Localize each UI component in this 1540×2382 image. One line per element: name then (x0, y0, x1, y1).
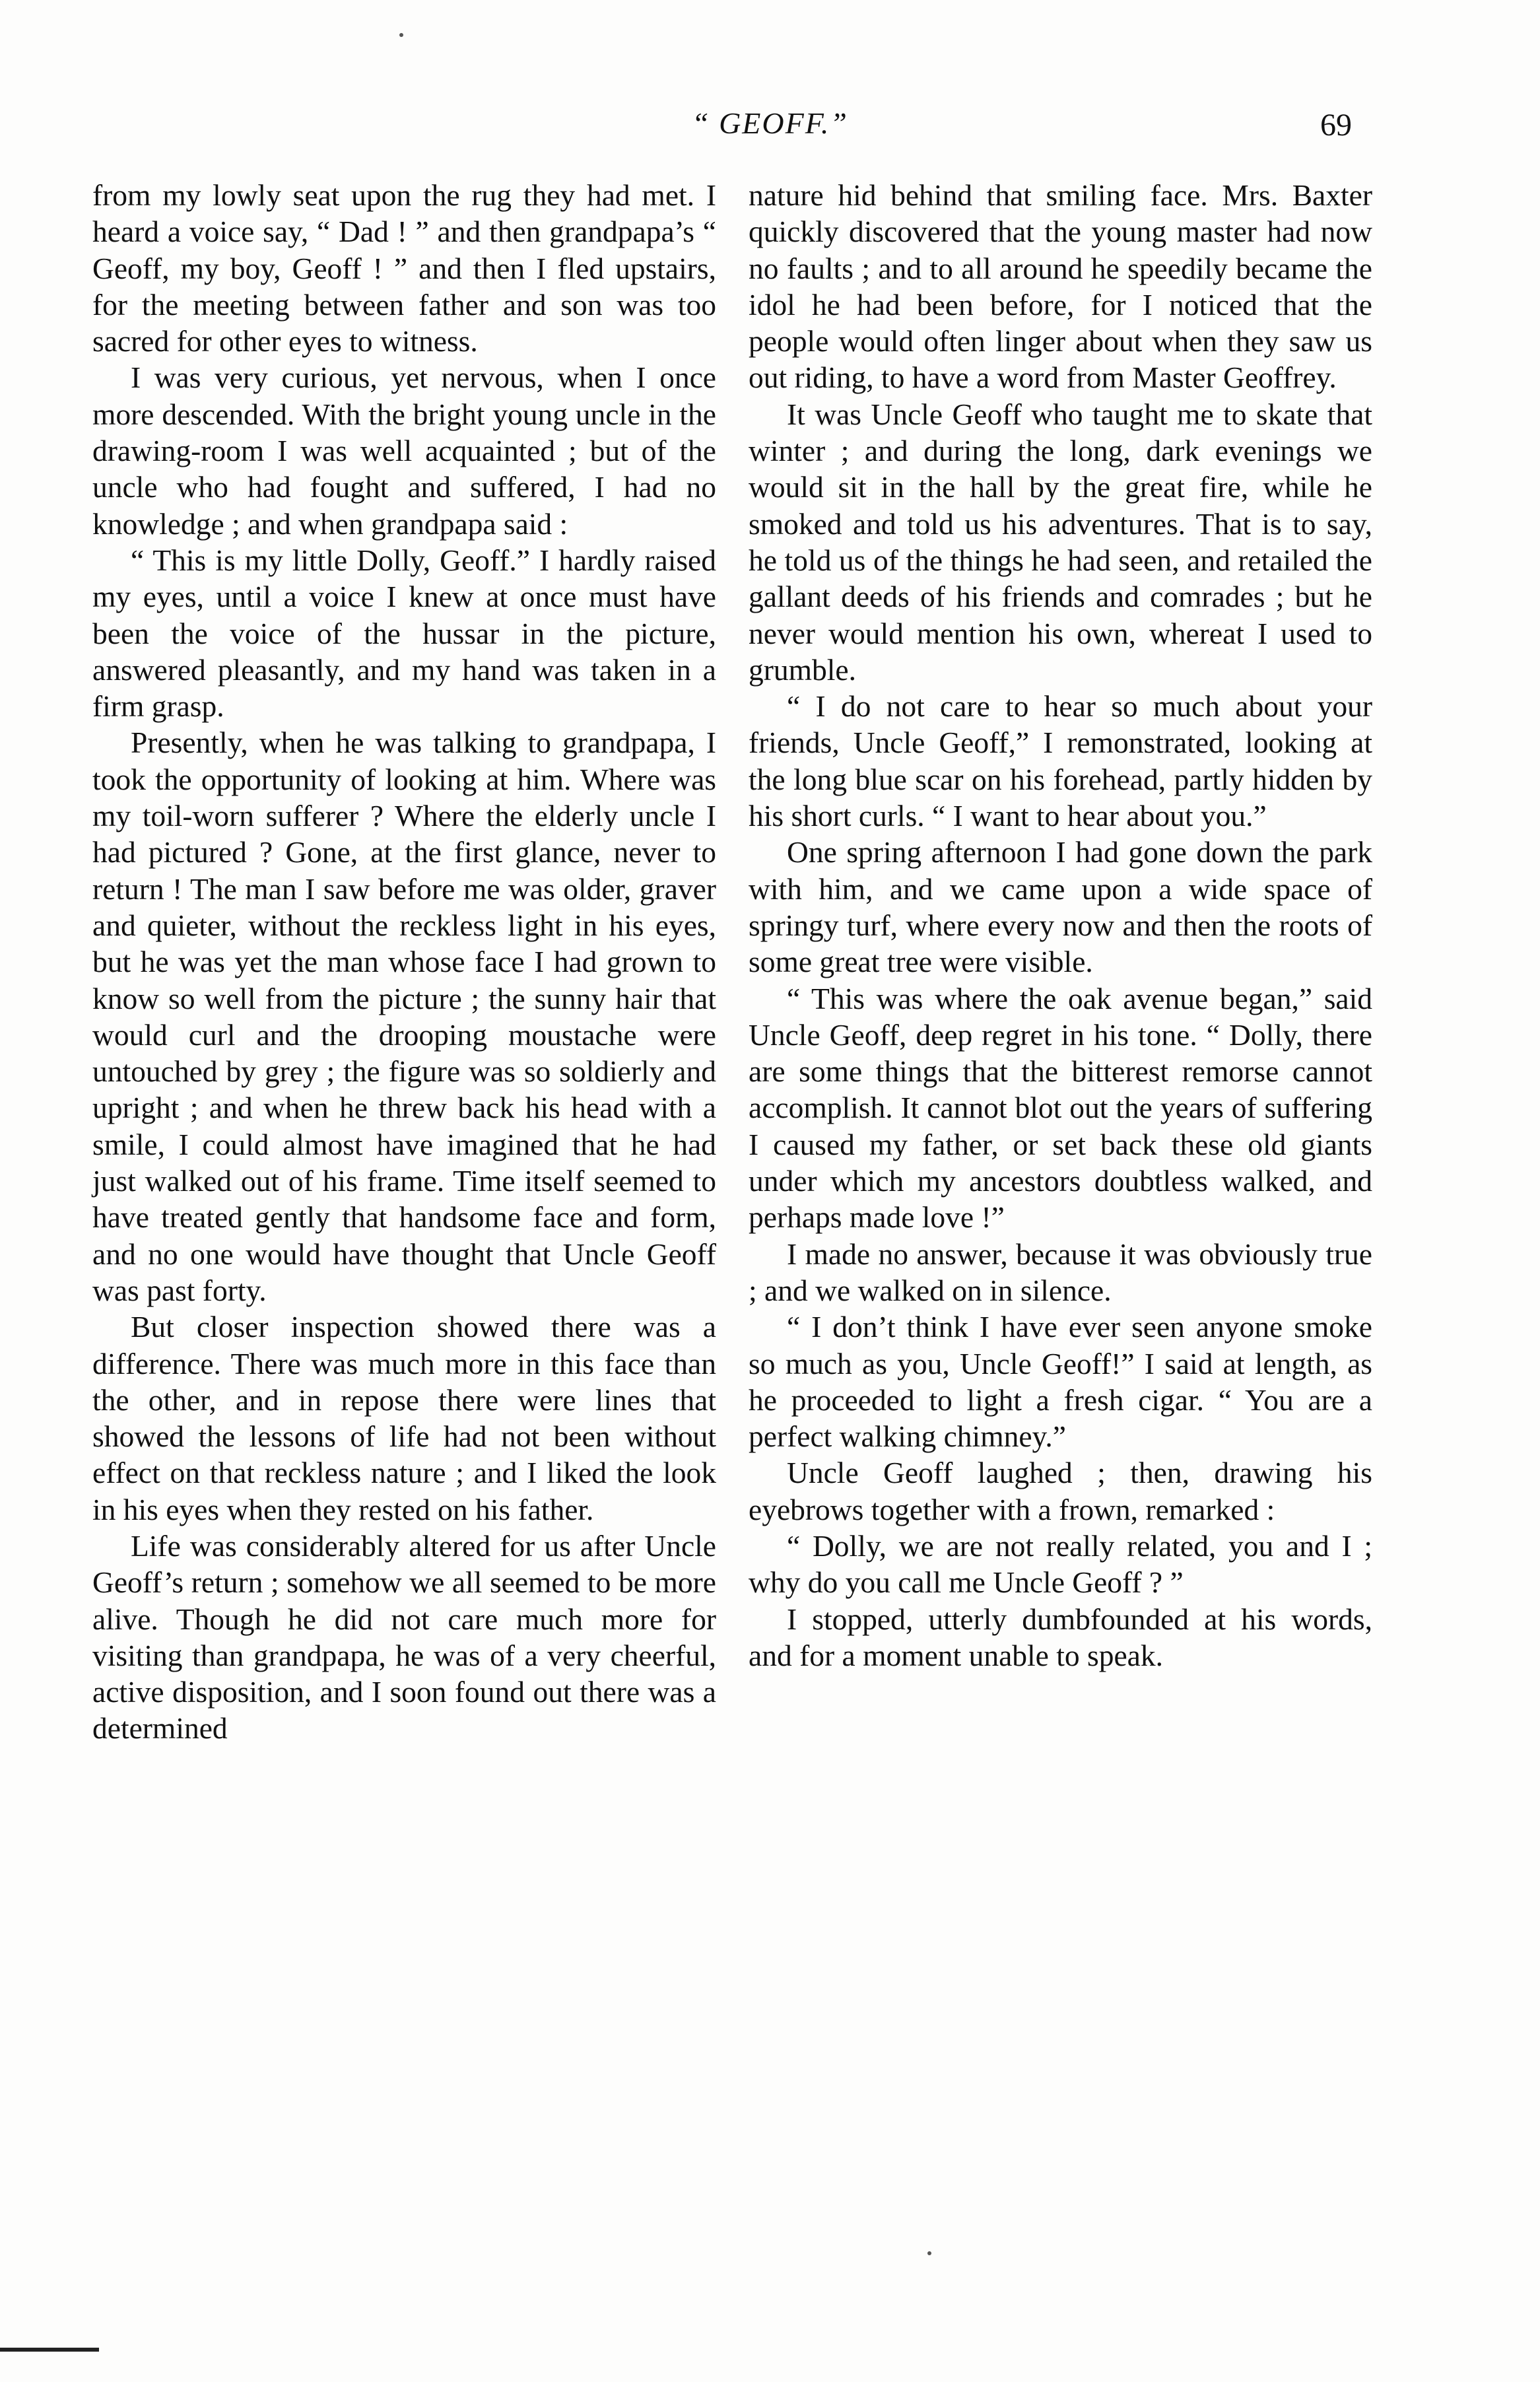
right-column (749, 177, 1372, 1674)
paper-speck (927, 2251, 931, 2255)
paragraph: Uncle Geoff laughed ; then, drawing his eyebrows together with a frown, remarked : (749, 1456, 1372, 1526)
paragraph: I made no answer, because it was obviously true ; and we walked on in silence. (749, 1237, 1372, 1307)
paragraph: I was very curious, yet nervous, when I once more descended. With the bright young uncle in the drawing-room I was well acquainted ; but of the uncle who had fought and suffered, I had no knowledge ; and when grandpapa said : (92, 360, 716, 541)
paragraph: But closer inspection showed there was a difference. There was much more in this face than the other, and in repose there were lines that showed the lessons of life had not been without effect on that reckless nature ; and I liked the look in his eyes when they rested on his father. (92, 1310, 716, 1526)
paragraph: nature hid behind that smiling face. Mrs. Baxter quickly discovered that the young master had now no faults ; and to all around he speedily became the idol he had been before, for I noticed that the people would often linger about when they saw us out riding, to have a word from Master Geoffrey. (749, 178, 1372, 395)
paragraph: “ This was where the oak avenue began,” said Uncle Geoff, deep regret in his tone. “ Dolly, there are some things that the bitterest remorse cannot accomplish. It cannot blot out the years of suffering I caused my father, or set back these old giants under which my ancestors doubtless walked, and perhaps made love !” (749, 981, 1372, 1235)
paragraph: “ I don’t think I have ever seen anyone smoke so much as you, Uncle Geoff!” I said at length, as he proceeded to light a fresh cigar. “ You are a perfect walking chimney.” (749, 1310, 1372, 1454)
paragraph: One spring afternoon I had gone down the park with him, and we came upon a wide space of springy turf, where every now and then the roots of some great tree were visible. (749, 835, 1372, 979)
page-edge-mark (0, 2348, 99, 2352)
paragraph: Life was considerably altered for us after Uncle Geoff’s return ; somehow we all seemed to be more alive. Though he did not care much more for visiting than grandpapa, he was of a very cheerful, active disposition, and I soon found out there was a determined (92, 1528, 716, 1746)
paragraph: I stopped, utterly dumbfounded at his words, and for a moment unable to speak. (749, 1602, 1372, 1672)
running-title: “ GEOFF.” (692, 106, 848, 140)
paragraph: “ I do not care to hear so much about your friends, Uncle Geoff,” I remonstrated, looking at the long blue scar on his forehead, partly hidden by his short curls. “ I want to hear about you.” (749, 689, 1372, 833)
paragraph: Presently, when he was talking to grandpapa, I took the opportunity of looking at him. Where was my toil-worn sufferer ? Where the elderly uncle I had pictured ? Gone, at the first glance, never to return ! The man I saw before me was older, graver and quieter, without the reckless light in his eyes, but he was yet the man whose face I had grown to know so well from the picture ; the sunny hair that would curl and the drooping moustache were untouched by grey ; the figure was so soldierly and upright ; and when he threw back his head with a smile, I could almost have imagined that he had just walked out of his frame. Time itself seemed to have treated gently that handsome face and form, and no one would have thought that Uncle Geoff was past forty. (92, 726, 716, 1307)
paragraph: It was Uncle Geoff who taught me to skate that winter ; and during the long, dark evenings we would sit in the hall by the great fire, while he smoked and told us his adventures. That is to say, he told us of the things he had seen, and retailed the gallant deeds of his friends and comrades ; but he never would mention his own, whereat I used to grumble. (749, 397, 1372, 687)
paper-speck (399, 33, 403, 37)
page-number: 69 (1320, 108, 1352, 143)
paragraph: “ This is my little Dolly, Geoff.” I hardly raised my eyes, until a voice I knew at once must have been the voice of the hussar in the picture, answered pleasantly, and my hand was taken in a firm grasp. (92, 543, 716, 724)
paragraph: from my lowly seat upon the rug they had met. I heard a voice say, “ Dad ! ” and then grandpapa’s “ Geoff, my boy, Geoff ! ” and then I fled upstairs, for the meeting between father and son was too sacred for other eyes to witness. (92, 178, 716, 358)
left-column (92, 177, 716, 1747)
paragraph: “ Dolly, we are not really related, you and I ; why do you call me Uncle Geoff ? ” (749, 1528, 1372, 1600)
